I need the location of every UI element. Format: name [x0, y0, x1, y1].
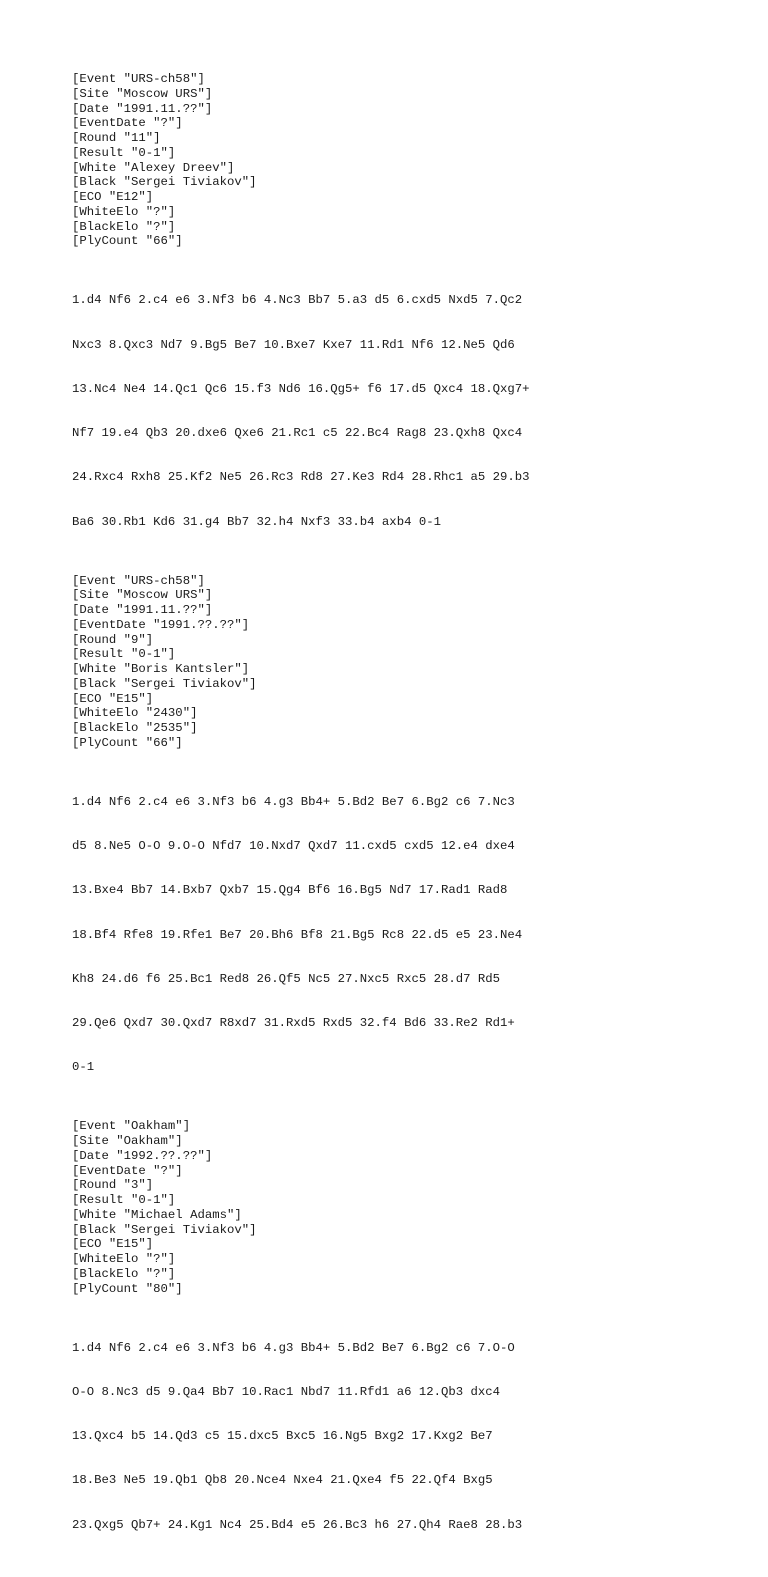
move-line: 0-1: [72, 1060, 95, 1075]
header-date: [Date "1992.??.??"]: [72, 1148, 213, 1163]
header-event: [Event "URS-ch58"]: [72, 573, 205, 588]
header-whiteelo: [WhiteElo "2430"]: [72, 706, 198, 721]
header-site: [Site "Moscow URS"]: [72, 588, 213, 603]
pgn-document: [72, 72, 712, 1577]
header-blackelo: [BlackElo "2535"]: [72, 721, 198, 735]
game-moves: [72, 264, 712, 559]
game-3: [72, 1119, 712, 1562]
move-line: Kh8 24.d6 f6 25.Bc1 Red8 26.Qf5 Nc5 27.Nxc5 Rxc5 28.d7 Rd5: [72, 971, 501, 986]
header-result: [Result "0-1"]: [72, 1193, 176, 1207]
move-line: 13.Qxc4 b5 14.Qd3 c5 15.dxc5 Bxc5 16.Ng5 Bxg2 17.Kxg2 Be7: [72, 1429, 493, 1443]
header-eco: [ECO "E15"]: [72, 1237, 154, 1252]
header-blackelo: [BlackElo "?"]: [72, 219, 176, 234]
header-eco: [ECO "E15"]: [72, 691, 154, 706]
move-line: 1.d4 Nf6 2.c4 e6 3.Nf3 b6 4.g3 Bb4+ 5.Bd2 Be7 6.Bg2 c6 7.Nc3: [72, 794, 515, 809]
move-line: 18.Be3 Ne5 19.Qb1 Qb8 20.Nce4 Nxe4 21.Qxe4 f5 22.Qf4 Bxg5: [72, 1473, 493, 1488]
header-site: [Site "Oakham"]: [72, 1134, 183, 1148]
header-blackelo: [BlackElo "?"]: [72, 1266, 176, 1281]
header-white: [White "Alexey Dreev"]: [72, 160, 235, 175]
move-line: d5 8.Ne5 O-O 9.O-O Nfd7 10.Nxd7 Qxd7 11.cxd5 cxd5 12.e4 dxe4: [72, 839, 515, 853]
header-eventdate: [EventDate "1991.??.??"]: [72, 617, 250, 632]
move-line: Nf7 19.e4 Qb3 20.dxe6 Qxe6 21.Rc1 c5 22.Bc4 Rag8 23.Qxh8 Qxc4: [72, 426, 523, 440]
move-line: 1.d4 Nf6 2.c4 e6 3.Nf3 b6 4.g3 Bb4+ 5.Bd2 Be7 6.Bg2 c6 7.O-O: [72, 1340, 515, 1355]
header-white: [White "Boris Kantsler"]: [72, 662, 250, 676]
header-eventdate: [EventDate "?"]: [72, 1163, 183, 1178]
header-eventdate: [EventDate "?"]: [72, 116, 183, 131]
game-headers: [72, 574, 712, 751]
header-eco: [ECO "E12"]: [72, 190, 154, 204]
header-result: [Result "0-1"]: [72, 647, 176, 662]
header-date: [Date "1991.11.??"]: [72, 101, 213, 116]
header-whiteelo: [WhiteElo "?"]: [72, 204, 176, 219]
header-event: [Event "Oakham"]: [72, 1119, 191, 1134]
game-moves: [72, 765, 712, 1104]
header-black: [Black "Sergei Tiviakov"]: [72, 175, 257, 190]
game-headers: [72, 1119, 712, 1296]
header-black: [Black "Sergei Tiviakov"]: [72, 676, 257, 691]
move-line: 13.Nc4 Ne4 14.Qc1 Qc6 15.f3 Nd6 16.Qg5+ f6 17.d5 Qxc4 18.Qxg7+: [72, 381, 530, 396]
header-result: [Result "0-1"]: [72, 145, 176, 160]
header-round: [Round "3"]: [72, 1178, 154, 1193]
move-line: 1.d4 Nf6 2.c4 e6 3.Nf3 b6 4.Nc3 Bb7 5.a3 d5 6.cxd5 Nxd5 7.Qc2: [72, 293, 523, 308]
header-site: [Site "Moscow URS"]: [72, 86, 213, 101]
move-line: 13.Bxe4 Bb7 14.Bxb7 Qxb7 15.Qg4 Bf6 16.Bg5 Nd7 17.Rad1 Rad8: [72, 883, 508, 898]
header-black: [Black "Sergei Tiviakov"]: [72, 1222, 257, 1237]
move-line: Ba6 30.Rb1 Kd6 31.g4 Bb7 32.h4 Nxf3 33.b4 axb4 0-1: [72, 514, 441, 529]
header-round: [Round "9"]: [72, 632, 154, 647]
move-line: Nxc3 8.Qxc3 Nd7 9.Bg5 Be7 10.Bxe7 Kxe7 11.Rd1 Nf6 12.Ne5 Qd6: [72, 337, 515, 352]
header-plycount: [PlyCount "66"]: [72, 735, 183, 750]
header-whiteelo: [WhiteElo "?"]: [72, 1252, 176, 1266]
move-line: 23.Qxg5 Qb7+ 24.Kg1 Nc4 25.Bd4 e5 26.Bc3 h6 27.Qh4 Rae8 28.b3: [72, 1517, 523, 1532]
move-line: 24.Rxc4 Rxh8 25.Kf2 Ne5 26.Rc3 Rd8 27.Ke3 Rd4 28.Rhc1 a5 29.b3: [72, 470, 530, 485]
header-plycount: [PlyCount "80"]: [72, 1281, 183, 1296]
move-line: 18.Bf4 Rfe8 19.Rfe1 Be7 20.Bh6 Bf8 21.Bg5 Rc8 22.d5 e5 23.Ne4: [72, 927, 523, 942]
move-line: 29.Qe6 Qxd7 30.Qxd7 R8xd7 31.Rxd5 Rxd5 32.f4 Bd6 33.Re2 Rd1+: [72, 1016, 515, 1030]
header-event: [Event "URS-ch58"]: [72, 72, 205, 86]
header-round: [Round "11"]: [72, 131, 161, 145]
game-moves: [72, 1311, 712, 1562]
header-date: [Date "1991.11.??"]: [72, 603, 213, 617]
game-2: [72, 574, 712, 1105]
header-white: [White "Michael Adams"]: [72, 1207, 242, 1222]
game-1: [72, 72, 712, 559]
move-line: O-O 8.Nc3 d5 9.Qa4 Bb7 10.Rac1 Nbd7 11.Rfd1 a6 12.Qb3 dxc4: [72, 1384, 501, 1399]
header-plycount: [PlyCount "66"]: [72, 234, 183, 249]
game-headers: [72, 72, 712, 249]
